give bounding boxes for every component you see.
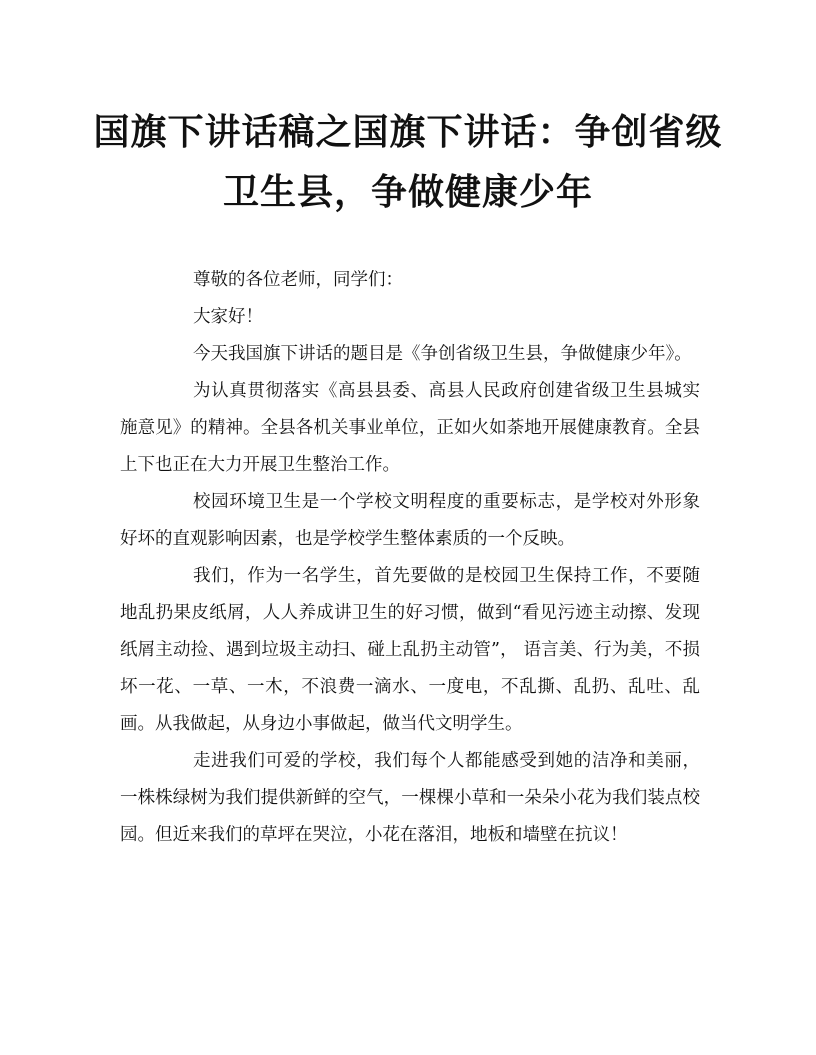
document-title-line-1: 国旗下讲话稿之国旗下讲话：争创省级 — [93, 111, 723, 153]
greeting-paragraph: 大家好！ — [193, 307, 263, 327]
document-body — [120, 262, 700, 854]
salutation-paragraph: 尊敬的各位老师，同学们： — [193, 270, 403, 290]
student-duty-paragraph: 我们，作为一名学生，首先要做的是校园卫生保持工作，不要随地乱扔果皮纸屑，人人养成讲卫生的好习惯，做到“看见污迹主动擦、发现纸屑主动捡、遇到垃圾主动扫、碰上乱扔主动管”， 语言美、行为美，不损坏一花、一草、一木，不浪费一滴水、一度电，不乱撕、乱扔、乱吐、乱画。从我做起，从身边小事做起，做当代文明学生。 — [120, 566, 700, 734]
policy-paragraph: 为认真贯彻落实《高县县委、高县人民政府创建省级卫生县城实施意见》的精神。全县各机关事业单位，正如火如荼地开展健康教育。全县上下也正在大力开展卫生整治工作。 — [120, 381, 700, 475]
document-title-line-2: 卫生县，争做健康少年 — [222, 171, 593, 213]
school-beauty-paragraph: 走进我们可爱的学校，我们每个人都能感受到她的洁净和美丽，一株株绿树为我们提供新鲜的空气，一棵棵小草和一朵朵小花为我们装点校园。但近来我们的草坪在哭泣，小花在落泪，地板和墙壁在抗议！ — [120, 751, 700, 845]
topic-paragraph: 今天我国旗下讲话的题目是《争创省级卫生县，争做健康少年》。 — [193, 344, 692, 364]
campus-environment-paragraph: 校园环境卫生是一个学校文明程度的重要标志，是学校对外形象好坏的直观影响因素，也是学校学生整体素质的一个反映。 — [120, 492, 700, 549]
